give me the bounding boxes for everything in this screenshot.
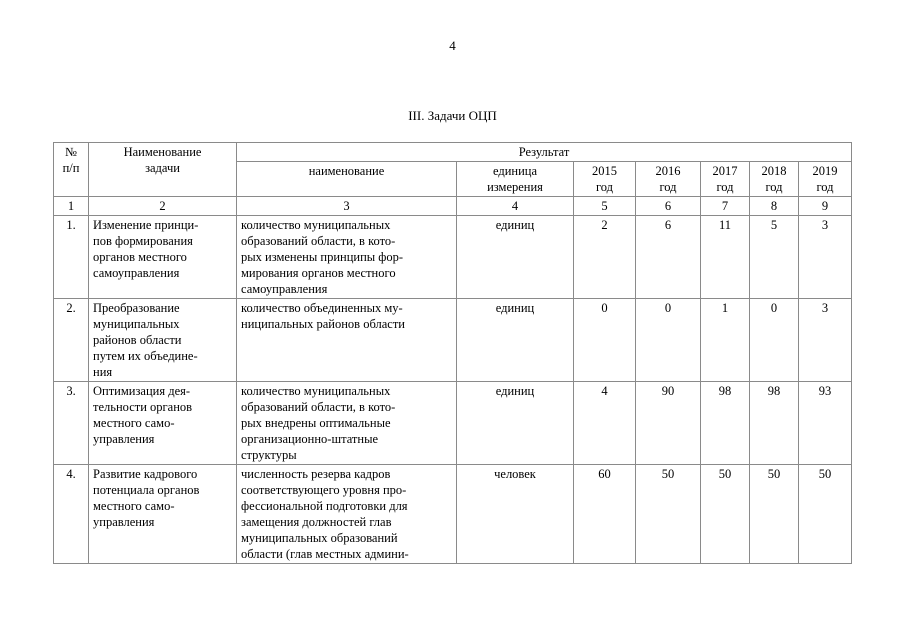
row-number: 4. (54, 465, 89, 564)
row-number: 1. (54, 216, 89, 299)
header-row-top (54, 143, 852, 162)
value-2019: 3 (799, 216, 852, 299)
value-2016: 90 (636, 382, 701, 465)
header-result: Результат (237, 143, 852, 162)
header-num: № п/п (54, 143, 89, 197)
task-name: Развитие кадрового потенциала органов местного само- управления (89, 465, 237, 564)
row-number: 2. (54, 299, 89, 382)
section-title: III. Задачи ОЦП (408, 108, 497, 123)
column-number: 1 (54, 197, 89, 216)
value-2015: 2 (574, 216, 636, 299)
value-2016: 0 (636, 299, 701, 382)
page-number: 4 (449, 38, 456, 53)
unit: единиц (457, 299, 574, 382)
header-year-2017: 2017 год (701, 162, 750, 197)
header-unit: единица измерения (457, 162, 574, 197)
column-number: 5 (574, 197, 636, 216)
row-number: 3. (54, 382, 89, 465)
indicator-name: численность резерва кадров соответствующего уровня про- фессиональной подготовки для замещения должностей глав муниципальных образований области (глав местных админи- (237, 465, 457, 564)
value-2017: 50 (701, 465, 750, 564)
task-name: Изменение принци- пов формирования органов местного самоуправления (89, 216, 237, 299)
value-2016: 6 (636, 216, 701, 299)
unit: единиц (457, 216, 574, 299)
header-year-2019: 2019 год (799, 162, 852, 197)
column-number: 3 (237, 197, 457, 216)
value-2019: 3 (799, 299, 852, 382)
value-2015: 60 (574, 465, 636, 564)
column-number: 4 (457, 197, 574, 216)
header-year-2018: 2018 год (750, 162, 799, 197)
value-2019: 50 (799, 465, 852, 564)
value-2017: 1 (701, 299, 750, 382)
value-2019: 93 (799, 382, 852, 465)
value-2018: 5 (750, 216, 799, 299)
indicator-name: количество муниципальных образований области, в кото- рых внедрены оптимальные организационно-штатные структуры (237, 382, 457, 465)
table-row (54, 382, 852, 465)
table-row (54, 465, 852, 564)
column-number-row (54, 197, 852, 216)
unit: человек (457, 465, 574, 564)
header-year-2015: 2015 год (574, 162, 636, 197)
value-2015: 4 (574, 382, 636, 465)
value-2017: 11 (701, 216, 750, 299)
column-number: 6 (636, 197, 701, 216)
table-row (54, 216, 852, 299)
header-year-2016: 2016 год (636, 162, 701, 197)
unit: единиц (457, 382, 574, 465)
tasks-table (53, 142, 852, 564)
value-2018: 50 (750, 465, 799, 564)
task-name: Оптимизация дея- тельности органов местного само- управления (89, 382, 237, 465)
value-2015: 0 (574, 299, 636, 382)
value-2017: 98 (701, 382, 750, 465)
column-number: 7 (701, 197, 750, 216)
column-number: 2 (89, 197, 237, 216)
value-2018: 98 (750, 382, 799, 465)
column-number: 9 (799, 197, 852, 216)
header-indicator-name: наименование (237, 162, 457, 197)
indicator-name: количество объединенных му- ниципальных районов области (237, 299, 457, 382)
table-row (54, 299, 852, 382)
header-task-name: Наименование задачи (89, 143, 237, 197)
task-name: Преобразование муниципальных районов области путем их объедине- ния (89, 299, 237, 382)
column-number: 8 (750, 197, 799, 216)
indicator-name: количество муниципальных образований области, в кото- рых изменены принципы фор- мирования органов местного самоуправления (237, 216, 457, 299)
value-2016: 50 (636, 465, 701, 564)
value-2018: 0 (750, 299, 799, 382)
